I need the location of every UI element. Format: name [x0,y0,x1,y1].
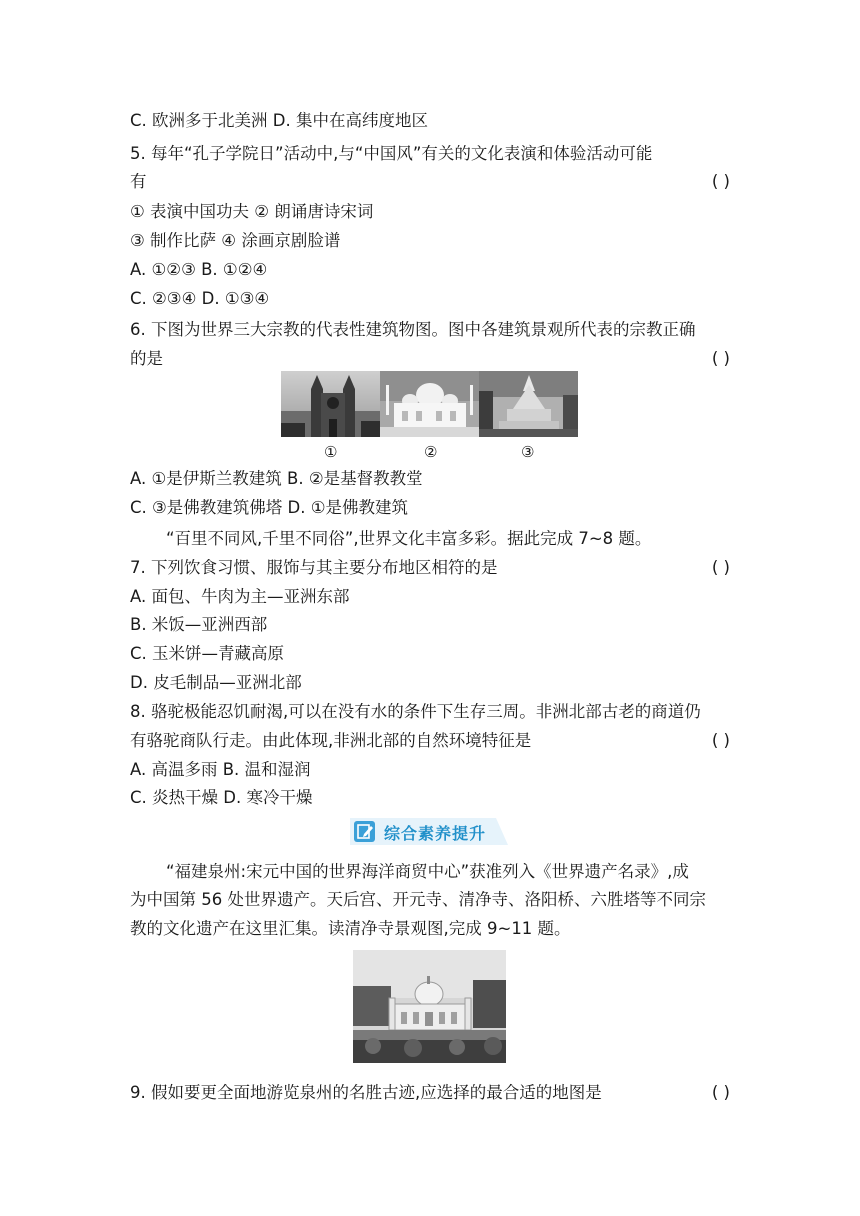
q6-stem-end: 的是 [130,349,163,368]
qingjing-mosque-photo [353,950,506,1063]
stupa-photo [479,371,578,437]
q6-stem: 6. 下图为世界三大宗教的代表性建筑物图。图中各建筑景观所代表的宗教正确 [130,320,696,339]
q5-stem: 5. 每年“孔子学院日”活动中,与“中国风”有关的文化表演和体验活动可能 [130,144,653,163]
section-banner [350,818,508,845]
answer-bracket: ( ) [711,172,730,191]
photo-label-1: ① [324,443,338,461]
q6-option-cd: C. ③是佛教建筑佛塔 D. ①是佛教建筑 [130,498,409,517]
q9-stem-line [130,1082,730,1104]
q6-stem-cont [130,348,730,370]
passage-line-3: 教的文化遗产在这里汇集。读清净寺景观图,完成 9~11 题。 [130,919,571,938]
q7-option-d: D. 皮毛制品—亚洲北部 [130,673,302,692]
answer-bracket: ( ) [711,1083,730,1102]
cathedral-photo [281,371,380,437]
q8-stem-end: 有骆驼商队行走。由此体现,非洲北部的自然环境特征是 [130,731,532,750]
photo-label-2: ② [424,443,438,461]
q5-option-cd: C. ②③④ D. ①③④ [130,289,270,308]
mosque-photo [380,371,479,437]
answer-bracket: ( ) [711,558,730,577]
q6-option-ab: A. ①是伊斯兰教建筑 B. ②是基督教教堂 [130,469,423,488]
edit-pencil-icon [354,821,375,842]
q7-option-c: C. 玉米饼—青藏高原 [130,644,285,663]
passage-line-2: 为中国第 56 处世界遗产。天后宫、开元寺、清净寺、洛阳桥、六胜塔等不同宗 [130,890,706,909]
q7-8-intro: “百里不同风,千里不同俗”,世界文化丰富多彩。据此完成 7~8 题。 [166,529,652,548]
q5-stem-end: 有 [130,172,147,191]
q7-stem-line [130,557,730,579]
q7-option-a: A. 面包、牛肉为主—亚洲东部 [130,587,350,606]
q5-choices-2: ③ 制作比萨 ④ 涂画京剧脸谱 [130,231,341,250]
q8-stem-cont [130,730,730,752]
q7-stem: 7. 下列饮食习惯、服饰与其主要分布地区相符的是 [130,558,498,577]
religious-buildings-photos [281,371,578,437]
q4-option-cd: C. 欧洲多于北美洲 D. 集中在高纬度地区 [130,111,428,130]
q5-stem-cont [130,171,730,193]
q8-option-cd: C. 炎热干燥 D. 寒冷干燥 [130,788,313,807]
answer-bracket: ( ) [711,349,730,368]
q8-option-ab: A. 高温多雨 B. 温和湿润 [130,760,311,779]
q9-stem: 9. 假如要更全面地游览泉州的名胜古迹,应选择的最合适的地图是 [130,1083,602,1102]
photo-label-3: ③ [521,443,535,461]
section-title: 综合素养提升 [384,824,487,843]
q7-option-b: B. 米饭—亚洲西部 [130,615,268,634]
q5-option-ab: A. ①②③ B. ①②④ [130,260,268,279]
q8-stem: 8. 骆驼极能忍饥耐渴,可以在没有水的条件下生存三周。非洲北部古老的商道仍 [130,702,701,721]
answer-bracket: ( ) [711,731,730,750]
passage-line-1: “福建泉州:宋元中国的世界海洋商贸中心”获准列入《世界遗产名录》,成 [166,862,689,881]
q5-choices-1: ① 表演中国功夫 ② 朗诵唐诗宋词 [130,202,374,221]
